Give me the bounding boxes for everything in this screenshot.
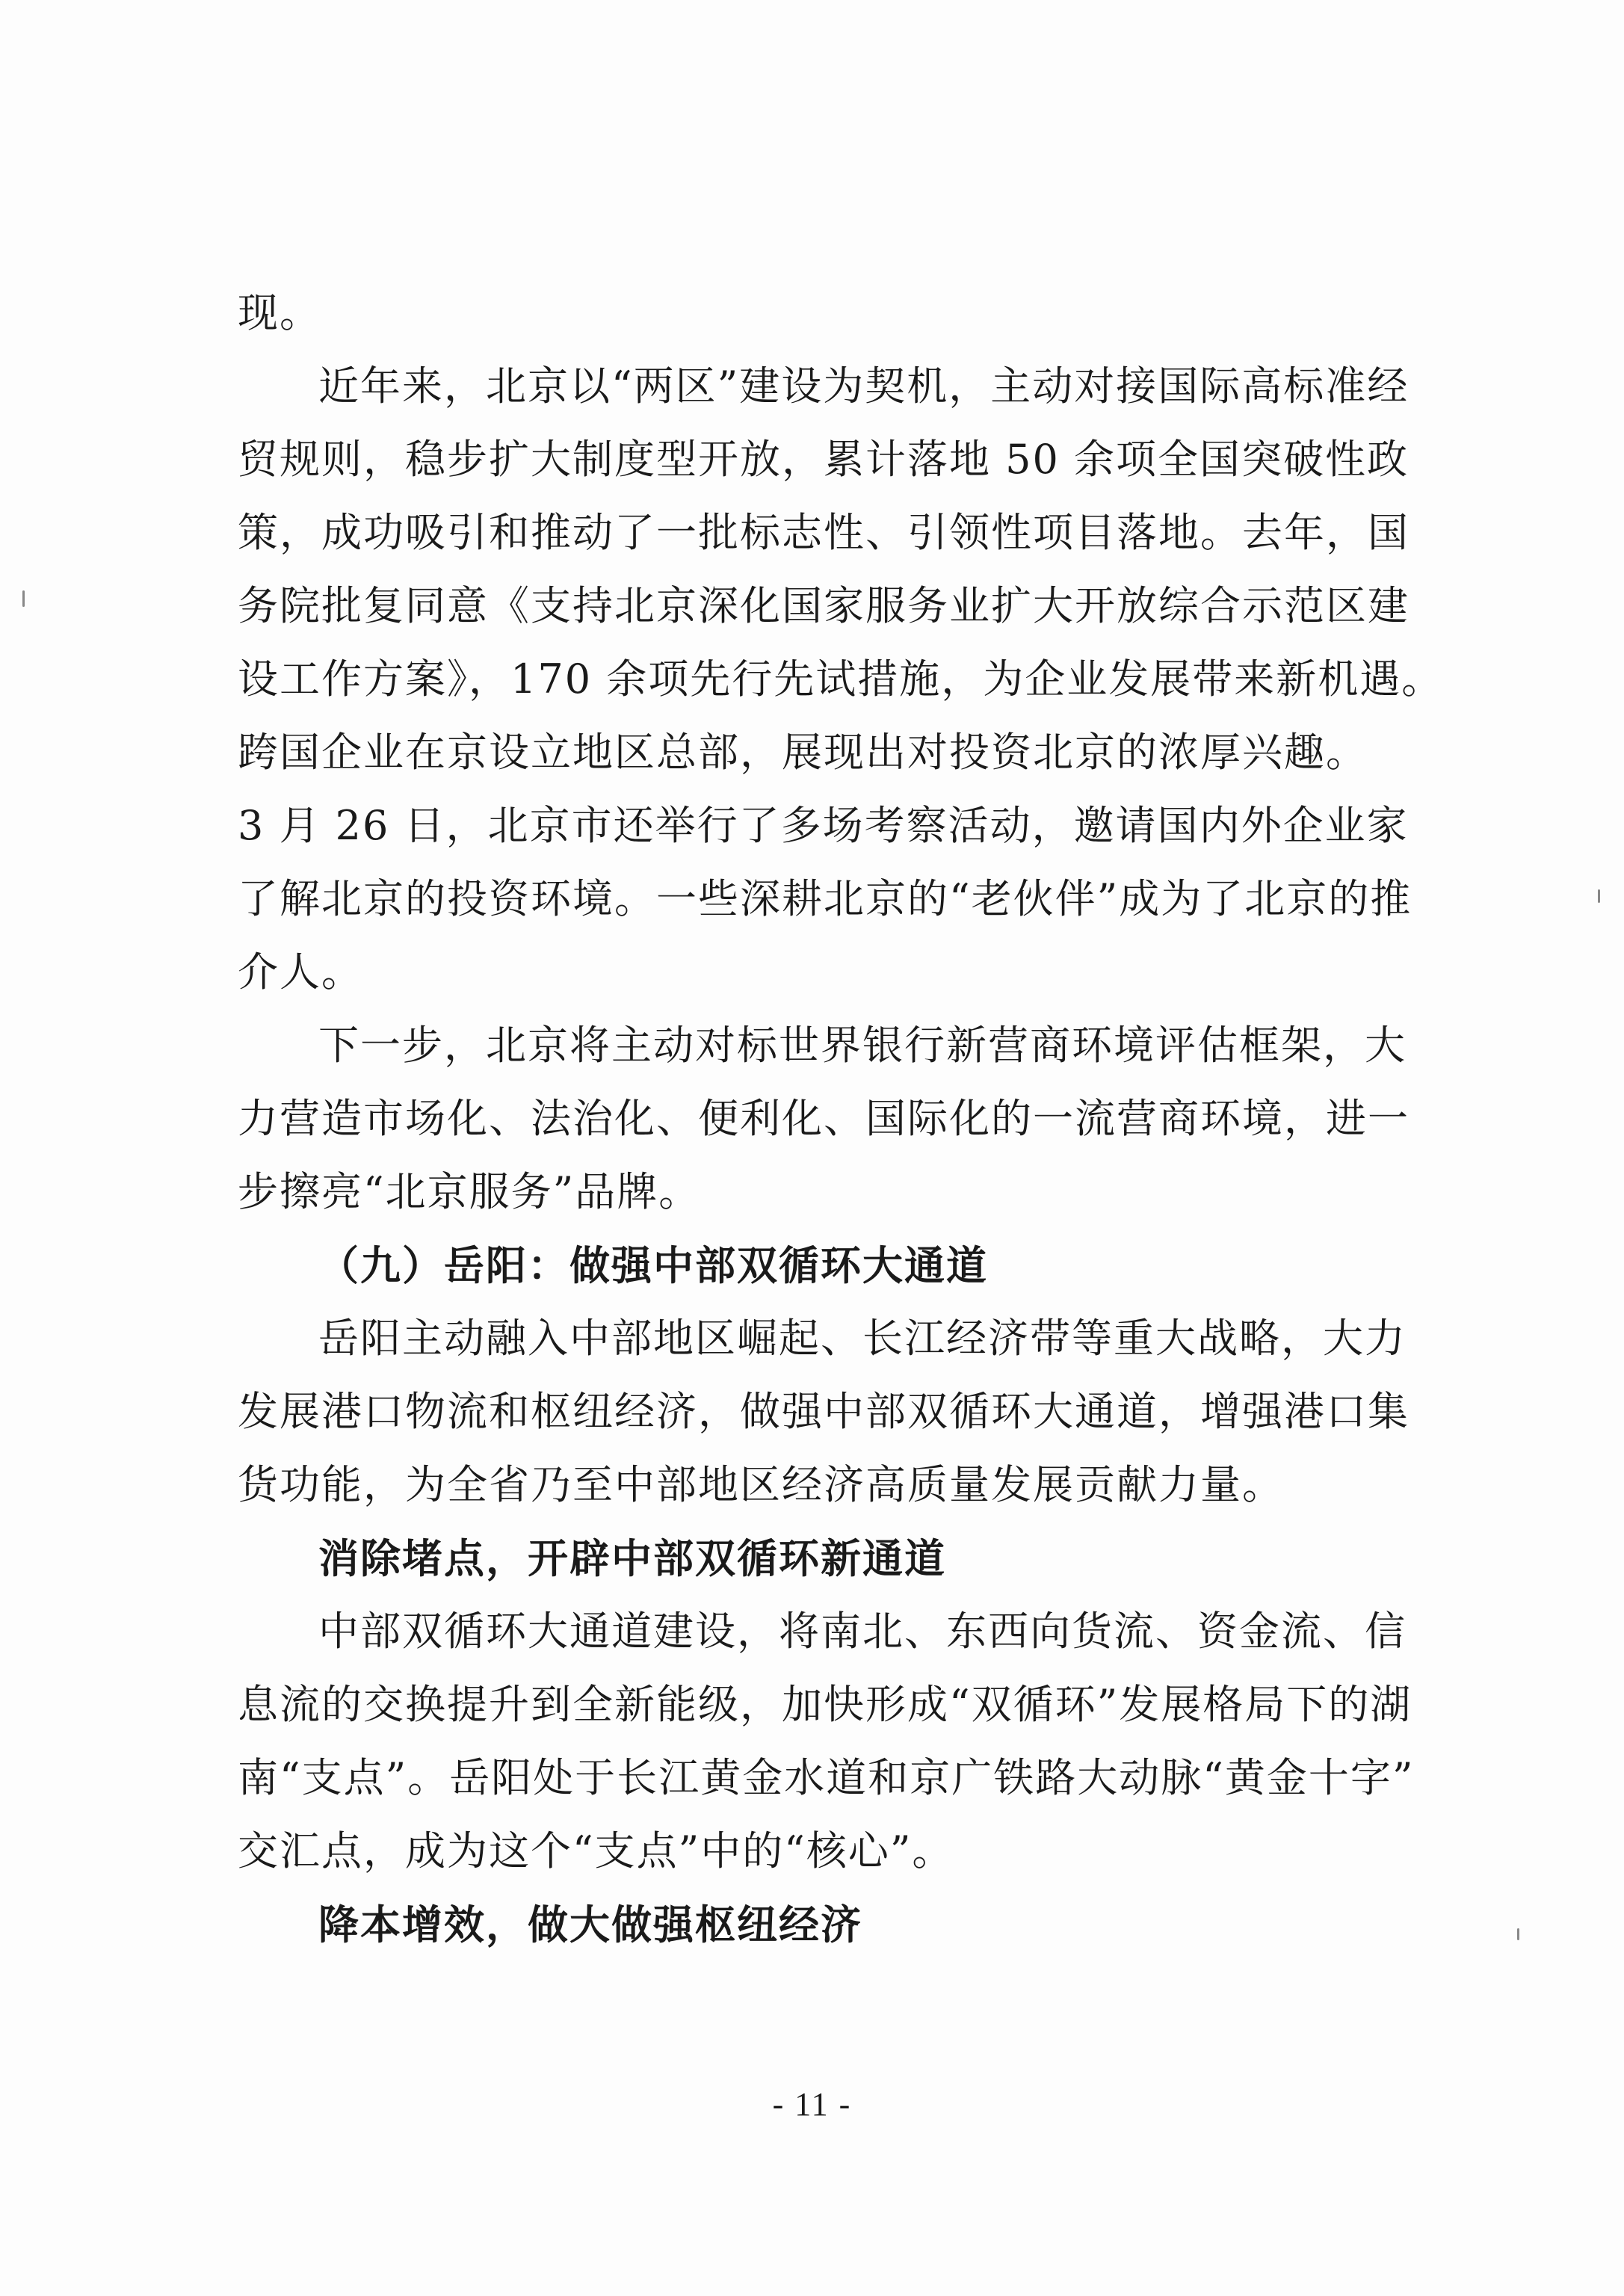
paragraph-line: 交汇点，成为这个“支点”中的“核心”。 [238, 1827, 954, 1874]
scan-speck [1598, 889, 1600, 903]
paragraph-line: 了解北京的投资环境。一些深耕北京的“老伙伴”成为了北京的推 [238, 875, 1412, 922]
section-heading: （九）岳阳：做强中部双循环大通道 [318, 1241, 988, 1289]
paragraph-line: 岳阳主动融入中部地区崛起、长江经济带等重大战略，大力 [318, 1315, 1407, 1362]
paragraph-line: 货功能，为全省乃至中部地区经济高质量发展贡献力量。 [238, 1461, 1284, 1508]
paragraph-line: 近年来，北京以“两区”建设为契机，主动对接国际高标准经 [318, 362, 1410, 410]
paragraph-line: 务院批复同意《支持北京深化国家服务业扩大开放综合示范区建 [238, 582, 1410, 629]
subsection-heading: 降本增效，做大做强枢纽经济 [318, 1901, 862, 1948]
document-body [238, 277, 1444, 1961]
paragraph-line: 现。 [238, 289, 321, 336]
paragraph-line: 南“支点”。岳阳处于长江黄金水道和京广铁路大动脉“黄金十字” [238, 1754, 1415, 1801]
paragraph-line: 策，成功吸引和推动了一批标志性、引领性项目落地。去年，国 [238, 509, 1410, 556]
paragraph-line: 中部双循环大通道建设，将南北、东西向货流、资金流、信 [318, 1608, 1407, 1655]
paragraph-line: 下一步，北京将主动对标世界银行新营商环境评估框架，大 [318, 1022, 1407, 1069]
scan-speck [22, 590, 25, 607]
page-number: - 11 - [772, 2086, 852, 2123]
subsection-heading: 消除堵点，开辟中部双循环新通道 [318, 1534, 946, 1582]
paragraph-line: 步擦亮“北京服务”品牌。 [238, 1168, 701, 1215]
paragraph-line: 设工作方案》，170 余项先行先试措施，为企业发展带来新机遇。 [238, 655, 1444, 703]
paragraph-line: 息流的交换提升到全新能级，加快形成“双循环”发展格局下的湖 [238, 1681, 1412, 1728]
paragraph-line: 3 月 26 日，北京市还举行了多场考察活动，邀请国内外企业家 [238, 802, 1409, 849]
paragraph-line: 力营造市场化、法治化、便利化、国际化的一流营商环境，进一 [238, 1095, 1410, 1142]
paragraph-line: 跨国企业在京设立地区总部，展现出对投资北京的浓厚兴趣。 [238, 729, 1368, 776]
scan-speck [1517, 1928, 1519, 1940]
paragraph-line: 发展港口物流和枢纽经济，做强中部双循环大通道，增强港口集 [238, 1388, 1410, 1435]
paragraph-line: 介人。 [238, 948, 363, 996]
paragraph-line: 贸规则，稳步扩大制度型开放，累计落地 50 余项全国突破性政 [238, 436, 1410, 483]
